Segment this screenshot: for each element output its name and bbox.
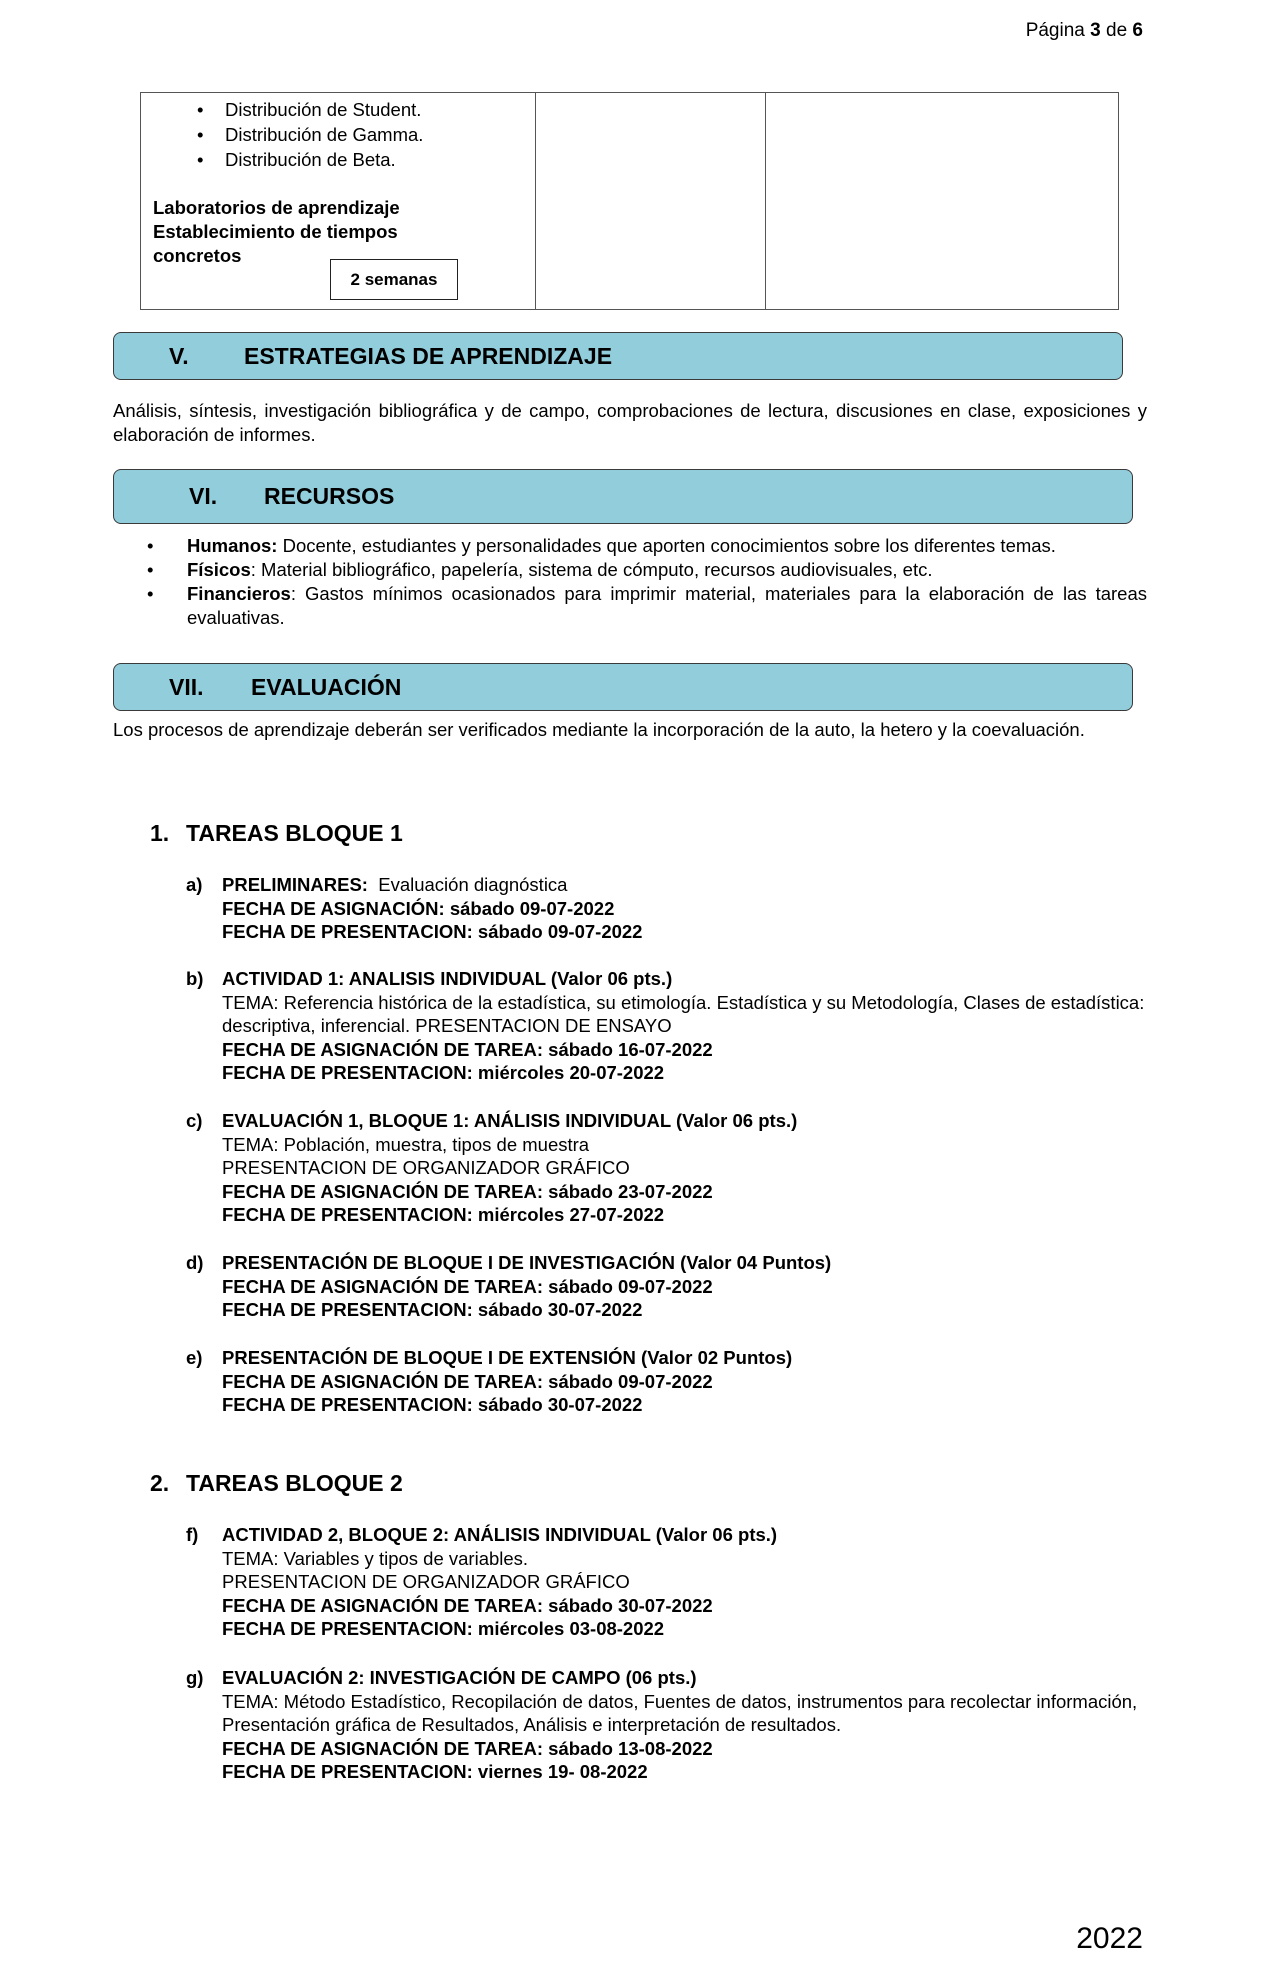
duration-box: 2 semanas <box>330 259 458 300</box>
section-title: EVALUACIÓN <box>251 673 402 700</box>
block-number: 1. <box>150 820 170 846</box>
task-title: ACTIVIDAD 1: ANALISIS INDIVIDUAL (Valor 06 pts.) <box>222 968 673 989</box>
resource-label: Financieros <box>187 583 291 604</box>
footer-year: 2022 <box>1076 1922 1143 1955</box>
task-assign-date: FECHA DE ASIGNACIÓN DE TAREA: sábado 09-07-2022 <box>222 1370 713 1392</box>
task-title: EVALUACIÓN 2: INVESTIGACIÓN DE CAMPO (06 pts.) <box>222 1667 697 1688</box>
task-present-date: FECHA DE PRESENTACION: miércoles 20-07-2022 <box>222 1062 665 1084</box>
task-tema: TEMA: Referencia histórica de la estadística, su etimología. Estadística y su Metodología, Clases de estadística: descriptiva, inferencial. PRESENTACION DE ENSAYO <box>222 991 1145 1037</box>
task-letter: f) <box>186 1524 199 1545</box>
task-e <box>186 1346 1146 1417</box>
block-title: TAREAS BLOQUE 2 <box>186 1470 403 1496</box>
section-header-estrategias <box>113 332 1123 380</box>
content-table <box>140 92 1119 310</box>
distribution-list <box>141 97 535 172</box>
task-present-date: FECHA DE PRESENTACION: viernes 19- 08-2022 <box>222 1761 648 1783</box>
section-title: ESTRATEGIAS DE APRENDIZAJE <box>244 342 613 369</box>
page-number <box>1026 20 1143 42</box>
task-d <box>186 1251 1146 1322</box>
section-number: VII. <box>169 673 204 700</box>
page-current: 3 <box>1090 20 1101 41</box>
task-extra: PRESENTACION DE ORGANIZADOR GRÁFICO <box>222 1571 630 1593</box>
task-tema: TEMA: Población, muestra, tipos de muestra <box>222 1133 590 1155</box>
list-item: • Distribución de Student. <box>225 97 535 122</box>
resources-list <box>145 534 1147 630</box>
section-number: VI. <box>189 483 218 509</box>
task-assign-date: FECHA DE ASIGNACIÓN DE TAREA: sábado 13-08-2022 <box>222 1737 713 1759</box>
resource-text: : Material bibliográfico, papelería, sistema de cómputo, recursos audiovisuales, etc. <box>250 559 933 580</box>
task-a <box>186 873 1146 944</box>
block-number: 2. <box>150 1470 170 1496</box>
list-item <box>145 582 1147 630</box>
list-item: • Distribución de Beta. <box>225 147 535 172</box>
section-header-recursos <box>113 469 1133 524</box>
task-letter: c) <box>186 1110 203 1131</box>
list-item: • Distribución de Gamma. <box>225 122 535 147</box>
section-number: V. <box>169 342 189 369</box>
task-present-date: FECHA DE PRESENTACION: sábado 30-07-2022 <box>222 1299 643 1321</box>
task-title: ACTIVIDAD 2, BLOQUE 2: ANÁLISIS INDIVIDUAL (Valor 06 pts.) <box>222 1524 778 1545</box>
task-present-date: FECHA DE PRESENTACION: miércoles 27-07-2022 <box>222 1204 665 1226</box>
task-assign-date: FECHA DE ASIGNACIÓN DE TAREA: sábado 09-07-2022 <box>222 1275 713 1297</box>
list-item <box>145 558 1147 582</box>
block-2-heading <box>150 1470 403 1497</box>
task-title: EVALUACIÓN 1, BLOQUE 1: ANÁLISIS INDIVIDUAL (Valor 06 pts.) <box>222 1110 798 1131</box>
table-cell-empty <box>536 93 766 309</box>
task-present-date: FECHA DE PRESENTACION: sábado 09-07-2022 <box>222 921 643 943</box>
task-f <box>186 1523 1146 1641</box>
task-title: PRELIMINARES: <box>222 874 368 895</box>
task-letter: b) <box>186 968 204 989</box>
resource-label: Humanos: <box>187 535 278 556</box>
resource-text: Docente, estudiantes y personalidades que aporten conocimientos sobre los diferentes temas. <box>277 535 1056 556</box>
table-cell-empty <box>766 93 1118 309</box>
table-cell-contents <box>141 93 536 309</box>
page-label: Página <box>1025 20 1085 41</box>
lab-line: Laboratorios de aprendizaje <box>153 197 400 218</box>
list-item <box>145 534 1147 558</box>
task-g <box>186 1666 1146 1784</box>
task-tema: TEMA: Variables y tipos de variables. <box>222 1547 529 1569</box>
lab-line: concretos <box>153 245 242 266</box>
task-assign-date: FECHA DE ASIGNACIÓN DE TAREA: sábado 23-07-2022 <box>222 1180 713 1202</box>
lab-line: Establecimiento de tiempos <box>153 221 398 242</box>
task-present-date: FECHA DE PRESENTACION: sábado 30-07-2022 <box>222 1394 643 1416</box>
page-total: 6 <box>1132 20 1143 41</box>
task-title: PRESENTACIÓN DE BLOQUE I DE EXTENSIÓN (Valor 02 Puntos) <box>222 1347 793 1368</box>
block-1-heading <box>150 820 403 847</box>
block-title: TAREAS BLOQUE 1 <box>186 820 403 846</box>
task-title: PRESENTACIÓN DE BLOQUE I DE INVESTIGACIÓN (Valor 04 Puntos) <box>222 1252 832 1273</box>
task-b <box>186 967 1146 1085</box>
task-assign-date: FECHA DE ASIGNACIÓN DE TAREA: sábado 30-07-2022 <box>222 1594 713 1616</box>
task-assign-date: FECHA DE ASIGNACIÓN DE TAREA: sábado 16-07-2022 <box>222 1038 713 1060</box>
section-title: RECURSOS <box>264 483 395 509</box>
task-present-date: FECHA DE PRESENTACION: miércoles 03-08-2022 <box>222 1618 665 1640</box>
evaluacion-text: Los procesos de aprendizaje deberán ser verificados mediante la incorporación de la auto, la hetero y la coevaluación. <box>113 719 1085 740</box>
lab-text <box>153 196 535 268</box>
estrategias-text: Análisis, síntesis, investigación bibliográfica y de campo, comprobaciones de lectura, discusiones en clase, exposiciones y elaboración de informes. <box>113 400 1147 445</box>
task-letter: d) <box>186 1252 204 1273</box>
task-title-rest: Evaluación diagnóstica <box>367 874 568 895</box>
task-c <box>186 1109 1146 1227</box>
resource-text: : Gastos mínimos ocasionados para imprimir material, materiales para la elaboración de las tareas evaluativas. <box>187 583 1147 628</box>
task-tema: TEMA: Método Estadístico, Recopilación de datos, Fuentes de datos, instrumentos para recolectar información, Presentación gráfica de Resultados, Análisis e interpretación de resultados. <box>222 1690 1138 1736</box>
section-header-evaluacion <box>113 663 1133 711</box>
task-extra: PRESENTACION DE ORGANIZADOR GRÁFICO <box>222 1157 630 1179</box>
resource-label: Físicos <box>187 559 251 580</box>
task-letter: a) <box>186 874 203 895</box>
page-of-label: de <box>1106 20 1128 41</box>
task-assign-date: FECHA DE ASIGNACIÓN: sábado 09-07-2022 <box>222 897 615 919</box>
task-letter: e) <box>186 1347 203 1368</box>
task-letter: g) <box>186 1667 204 1688</box>
